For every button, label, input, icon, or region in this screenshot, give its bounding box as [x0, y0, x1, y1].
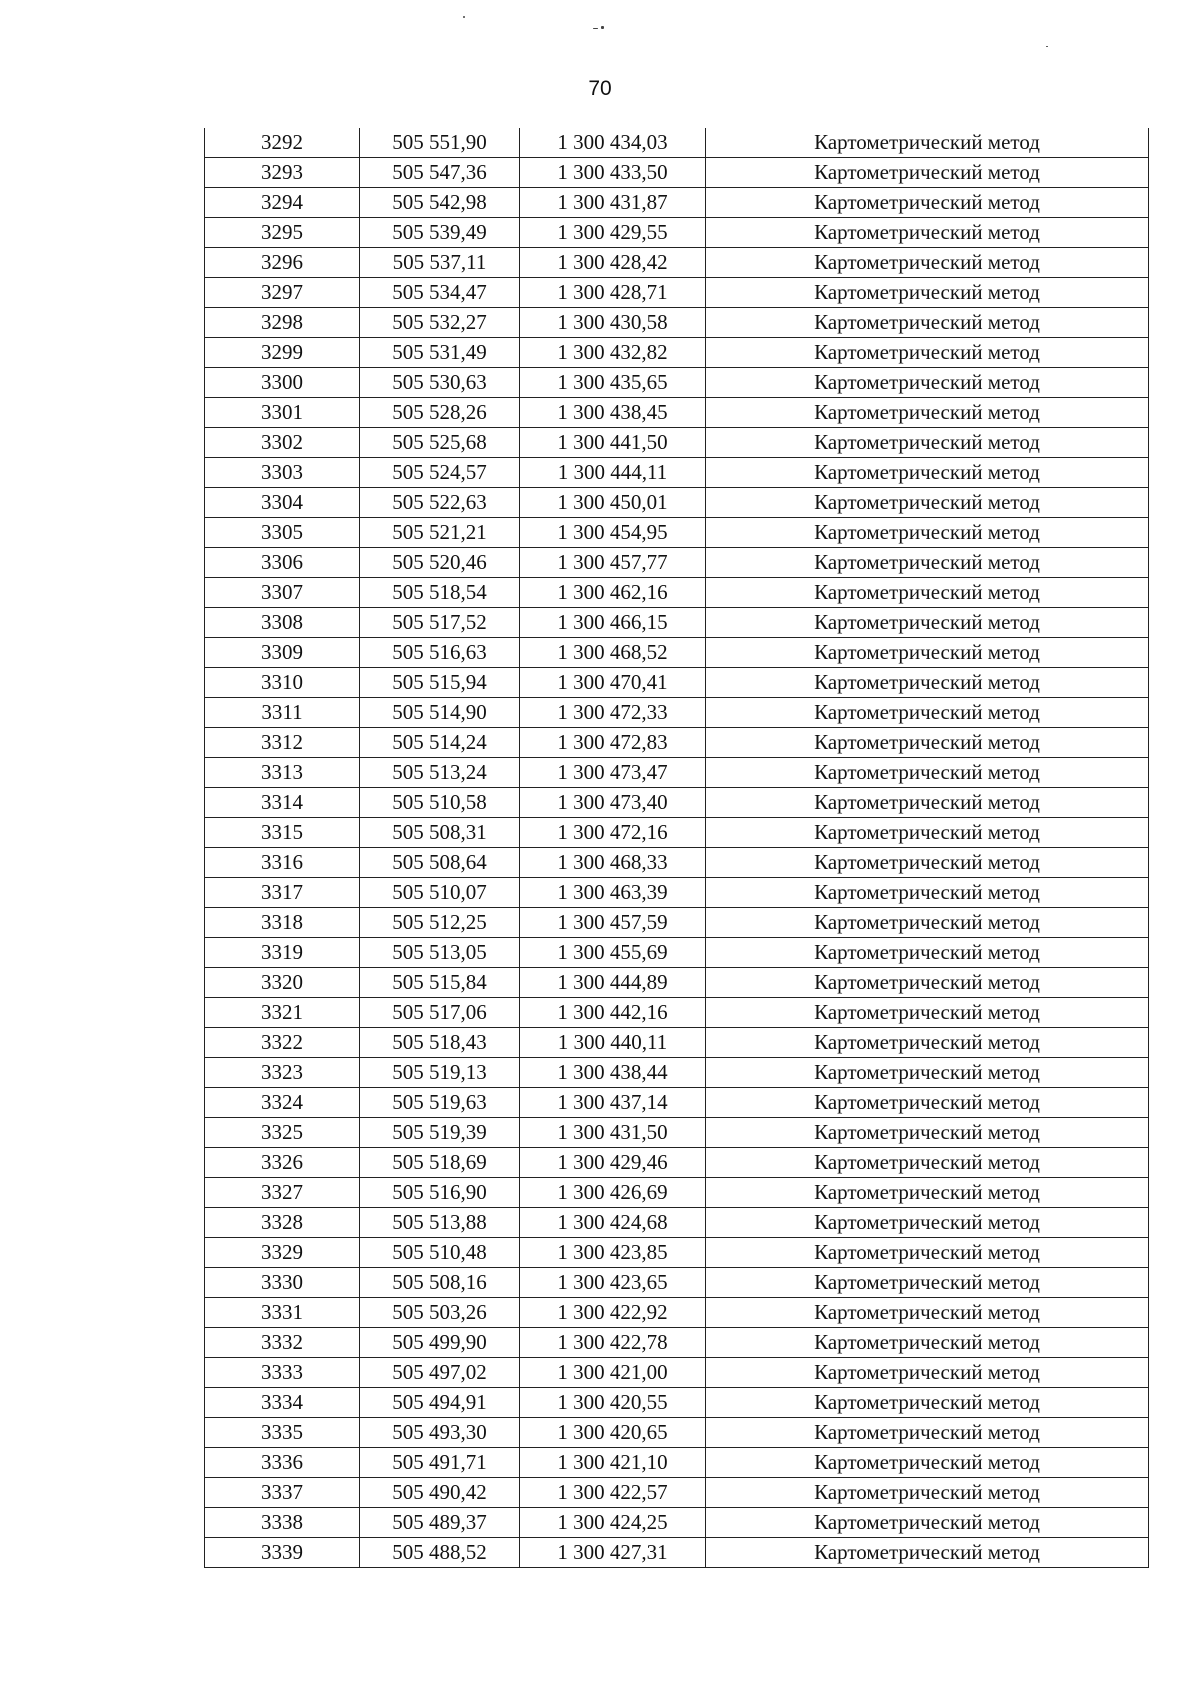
method-cell: Картометрический метод	[706, 398, 1149, 428]
y-coordinate-cell: 1 300 457,77	[520, 548, 706, 578]
y-coordinate-cell: 1 300 470,41	[520, 668, 706, 698]
table-row	[205, 1328, 1149, 1358]
y-coordinate-cell: 1 300 432,82	[520, 338, 706, 368]
y-coordinate-cell: 1 300 422,57	[520, 1478, 706, 1508]
y-coordinate-cell: 1 300 444,11	[520, 458, 706, 488]
table-row	[205, 1418, 1149, 1448]
point-number-cell: 3315	[205, 818, 360, 848]
method-cell: Картометрический метод	[706, 1508, 1149, 1538]
table-row	[205, 848, 1149, 878]
x-coordinate-cell: 505 519,63	[360, 1088, 520, 1118]
method-cell: Картометрический метод	[706, 1478, 1149, 1508]
scan-speck	[463, 16, 465, 18]
x-coordinate-cell: 505 531,49	[360, 338, 520, 368]
method-cell: Картометрический метод	[706, 1298, 1149, 1328]
y-coordinate-cell: 1 300 421,10	[520, 1448, 706, 1478]
x-coordinate-cell: 505 510,07	[360, 878, 520, 908]
method-cell: Картометрический метод	[706, 878, 1149, 908]
y-coordinate-cell: 1 300 423,65	[520, 1268, 706, 1298]
y-coordinate-cell: 1 300 430,58	[520, 308, 706, 338]
point-number-cell: 3334	[205, 1388, 360, 1418]
x-coordinate-cell: 505 520,46	[360, 548, 520, 578]
x-coordinate-cell: 505 534,47	[360, 278, 520, 308]
x-coordinate-cell: 505 519,39	[360, 1118, 520, 1148]
y-coordinate-cell: 1 300 423,85	[520, 1238, 706, 1268]
table-row	[205, 908, 1149, 938]
y-coordinate-cell: 1 300 424,25	[520, 1508, 706, 1538]
table-row	[205, 668, 1149, 698]
point-number-cell: 3295	[205, 218, 360, 248]
point-number-cell: 3325	[205, 1118, 360, 1148]
method-cell: Картометрический метод	[706, 1448, 1149, 1478]
coordinates-table	[204, 128, 1149, 1568]
method-cell: Картометрический метод	[706, 368, 1149, 398]
method-cell: Картометрический метод	[706, 818, 1149, 848]
coordinates-table-body	[205, 128, 1149, 1568]
table-row	[205, 578, 1149, 608]
y-coordinate-cell: 1 300 421,00	[520, 1358, 706, 1388]
table-row	[205, 1508, 1149, 1538]
table-row	[205, 968, 1149, 998]
x-coordinate-cell: 505 494,91	[360, 1388, 520, 1418]
y-coordinate-cell: 1 300 472,16	[520, 818, 706, 848]
point-number-cell: 3301	[205, 398, 360, 428]
x-coordinate-cell: 505 530,63	[360, 368, 520, 398]
x-coordinate-cell: 505 518,54	[360, 578, 520, 608]
x-coordinate-cell: 505 539,49	[360, 218, 520, 248]
y-coordinate-cell: 1 300 420,55	[520, 1388, 706, 1418]
method-cell: Картометрический метод	[706, 518, 1149, 548]
x-coordinate-cell: 505 525,68	[360, 428, 520, 458]
method-cell: Картометрический метод	[706, 1058, 1149, 1088]
y-coordinate-cell: 1 300 429,46	[520, 1148, 706, 1178]
table-row	[205, 1148, 1149, 1178]
x-coordinate-cell: 505 519,13	[360, 1058, 520, 1088]
point-number-cell: 3296	[205, 248, 360, 278]
point-number-cell: 3302	[205, 428, 360, 458]
y-coordinate-cell: 1 300 438,44	[520, 1058, 706, 1088]
x-coordinate-cell: 505 514,90	[360, 698, 520, 728]
table-row	[205, 728, 1149, 758]
x-coordinate-cell: 505 493,30	[360, 1418, 520, 1448]
point-number-cell: 3312	[205, 728, 360, 758]
table-row	[205, 1448, 1149, 1478]
table-row	[205, 1478, 1149, 1508]
table-row	[205, 1028, 1149, 1058]
y-coordinate-cell: 1 300 454,95	[520, 518, 706, 548]
method-cell: Картометрический метод	[706, 788, 1149, 818]
point-number-cell: 3337	[205, 1478, 360, 1508]
table-row	[205, 1208, 1149, 1238]
method-cell: Картометрический метод	[706, 698, 1149, 728]
method-cell: Картометрический метод	[706, 1028, 1149, 1058]
point-number-cell: 3330	[205, 1268, 360, 1298]
point-number-cell: 3320	[205, 968, 360, 998]
x-coordinate-cell: 505 517,52	[360, 608, 520, 638]
table-row	[205, 1058, 1149, 1088]
method-cell: Картометрический метод	[706, 1118, 1149, 1148]
point-number-cell: 3322	[205, 1028, 360, 1058]
y-coordinate-cell: 1 300 420,65	[520, 1418, 706, 1448]
point-number-cell: 3328	[205, 1208, 360, 1238]
table-row	[205, 998, 1149, 1028]
x-coordinate-cell: 505 512,25	[360, 908, 520, 938]
scan-speck	[1046, 46, 1048, 47]
table-row	[205, 1358, 1149, 1388]
table-row	[205, 1538, 1149, 1568]
y-coordinate-cell: 1 300 468,33	[520, 848, 706, 878]
x-coordinate-cell: 505 516,63	[360, 638, 520, 668]
point-number-cell: 3317	[205, 878, 360, 908]
point-number-cell: 3292	[205, 128, 360, 158]
x-coordinate-cell: 505 508,64	[360, 848, 520, 878]
table-row	[205, 398, 1149, 428]
y-coordinate-cell: 1 300 450,01	[520, 488, 706, 518]
y-coordinate-cell: 1 300 441,50	[520, 428, 706, 458]
x-coordinate-cell: 505 508,16	[360, 1268, 520, 1298]
y-coordinate-cell: 1 300 462,16	[520, 578, 706, 608]
table-row	[205, 218, 1149, 248]
x-coordinate-cell: 505 514,24	[360, 728, 520, 758]
table-row	[205, 128, 1149, 158]
point-number-cell: 3314	[205, 788, 360, 818]
x-coordinate-cell: 505 515,94	[360, 668, 520, 698]
method-cell: Картометрический метод	[706, 1418, 1149, 1448]
point-number-cell: 3308	[205, 608, 360, 638]
y-coordinate-cell: 1 300 435,65	[520, 368, 706, 398]
x-coordinate-cell: 505 488,52	[360, 1538, 520, 1568]
table-row	[205, 1118, 1149, 1148]
point-number-cell: 3299	[205, 338, 360, 368]
point-number-cell: 3297	[205, 278, 360, 308]
page-number: 70	[588, 77, 612, 100]
y-coordinate-cell: 1 300 431,50	[520, 1118, 706, 1148]
x-coordinate-cell: 505 551,90	[360, 128, 520, 158]
method-cell: Картометрический метод	[706, 1358, 1149, 1388]
y-coordinate-cell: 1 300 429,55	[520, 218, 706, 248]
point-number-cell: 3336	[205, 1448, 360, 1478]
method-cell: Картометрический метод	[706, 1388, 1149, 1418]
y-coordinate-cell: 1 300 473,47	[520, 758, 706, 788]
x-coordinate-cell: 505 508,31	[360, 818, 520, 848]
table-row	[205, 1298, 1149, 1328]
x-coordinate-cell: 505 542,98	[360, 188, 520, 218]
table-row	[205, 1238, 1149, 1268]
method-cell: Картометрический метод	[706, 128, 1149, 158]
point-number-cell: 3310	[205, 668, 360, 698]
x-coordinate-cell: 505 497,02	[360, 1358, 520, 1388]
y-coordinate-cell: 1 300 466,15	[520, 608, 706, 638]
method-cell: Картометрический метод	[706, 1148, 1149, 1178]
table-row	[205, 818, 1149, 848]
point-number-cell: 3293	[205, 158, 360, 188]
table-row	[205, 1178, 1149, 1208]
y-coordinate-cell: 1 300 472,83	[520, 728, 706, 758]
y-coordinate-cell: 1 300 431,87	[520, 188, 706, 218]
method-cell: Картометрический метод	[706, 848, 1149, 878]
table-row	[205, 638, 1149, 668]
method-cell: Картометрический метод	[706, 998, 1149, 1028]
method-cell: Картометрический метод	[706, 578, 1149, 608]
y-coordinate-cell: 1 300 426,69	[520, 1178, 706, 1208]
method-cell: Картометрический метод	[706, 458, 1149, 488]
x-coordinate-cell: 505 510,58	[360, 788, 520, 818]
point-number-cell: 3316	[205, 848, 360, 878]
point-number-cell: 3303	[205, 458, 360, 488]
table-row	[205, 368, 1149, 398]
method-cell: Картометрический метод	[706, 608, 1149, 638]
method-cell: Картометрический метод	[706, 428, 1149, 458]
table-row	[205, 428, 1149, 458]
point-number-cell: 3335	[205, 1418, 360, 1448]
method-cell: Картометрический метод	[706, 188, 1149, 218]
y-coordinate-cell: 1 300 455,69	[520, 938, 706, 968]
y-coordinate-cell: 1 300 434,03	[520, 128, 706, 158]
point-number-cell: 3321	[205, 998, 360, 1028]
method-cell: Картометрический метод	[706, 668, 1149, 698]
x-coordinate-cell: 505 515,84	[360, 968, 520, 998]
table-row	[205, 938, 1149, 968]
table-row	[205, 248, 1149, 278]
method-cell: Картометрический метод	[706, 218, 1149, 248]
method-cell: Картометрический метод	[706, 728, 1149, 758]
table-row	[205, 278, 1149, 308]
y-coordinate-cell: 1 300 428,42	[520, 248, 706, 278]
point-number-cell: 3306	[205, 548, 360, 578]
x-coordinate-cell: 505 489,37	[360, 1508, 520, 1538]
table-row	[205, 1088, 1149, 1118]
method-cell: Картометрический метод	[706, 308, 1149, 338]
table-row	[205, 1388, 1149, 1418]
table-row	[205, 188, 1149, 218]
table-row	[205, 488, 1149, 518]
x-coordinate-cell: 505 510,48	[360, 1238, 520, 1268]
method-cell: Картометрический метод	[706, 638, 1149, 668]
x-coordinate-cell: 505 524,57	[360, 458, 520, 488]
method-cell: Картометрический метод	[706, 758, 1149, 788]
x-coordinate-cell: 505 547,36	[360, 158, 520, 188]
scan-speck	[601, 26, 604, 29]
y-coordinate-cell: 1 300 427,31	[520, 1538, 706, 1568]
method-cell: Картометрический метод	[706, 1328, 1149, 1358]
table-row	[205, 1268, 1149, 1298]
point-number-cell: 3304	[205, 488, 360, 518]
point-number-cell: 3333	[205, 1358, 360, 1388]
point-number-cell: 3311	[205, 698, 360, 728]
method-cell: Картометрический метод	[706, 1178, 1149, 1208]
table-row	[205, 788, 1149, 818]
method-cell: Картометрический метод	[706, 158, 1149, 188]
table-row	[205, 698, 1149, 728]
x-coordinate-cell: 505 513,05	[360, 938, 520, 968]
point-number-cell: 3331	[205, 1298, 360, 1328]
y-coordinate-cell: 1 300 444,89	[520, 968, 706, 998]
point-number-cell: 3338	[205, 1508, 360, 1538]
table-row	[205, 308, 1149, 338]
x-coordinate-cell: 505 491,71	[360, 1448, 520, 1478]
x-coordinate-cell: 505 521,21	[360, 518, 520, 548]
method-cell: Картометрический метод	[706, 1268, 1149, 1298]
y-coordinate-cell: 1 300 438,45	[520, 398, 706, 428]
y-coordinate-cell: 1 300 422,92	[520, 1298, 706, 1328]
point-number-cell: 3323	[205, 1058, 360, 1088]
method-cell: Картометрический метод	[706, 1538, 1149, 1568]
y-coordinate-cell: 1 300 473,40	[520, 788, 706, 818]
table-row	[205, 458, 1149, 488]
table-row	[205, 158, 1149, 188]
table-row	[205, 548, 1149, 578]
x-coordinate-cell: 505 537,11	[360, 248, 520, 278]
point-number-cell: 3327	[205, 1178, 360, 1208]
method-cell: Картометрический метод	[706, 278, 1149, 308]
point-number-cell: 3298	[205, 308, 360, 338]
method-cell: Картометрический метод	[706, 248, 1149, 278]
method-cell: Картометрический метод	[706, 1238, 1149, 1268]
x-coordinate-cell: 505 528,26	[360, 398, 520, 428]
table-row	[205, 608, 1149, 638]
point-number-cell: 3319	[205, 938, 360, 968]
table-row	[205, 758, 1149, 788]
x-coordinate-cell: 505 518,69	[360, 1148, 520, 1178]
y-coordinate-cell: 1 300 440,11	[520, 1028, 706, 1058]
y-coordinate-cell: 1 300 442,16	[520, 998, 706, 1028]
method-cell: Картометрический метод	[706, 908, 1149, 938]
point-number-cell: 3318	[205, 908, 360, 938]
y-coordinate-cell: 1 300 422,78	[520, 1328, 706, 1358]
y-coordinate-cell: 1 300 468,52	[520, 638, 706, 668]
y-coordinate-cell: 1 300 424,68	[520, 1208, 706, 1238]
method-cell: Картометрический метод	[706, 1208, 1149, 1238]
x-coordinate-cell: 505 503,26	[360, 1298, 520, 1328]
x-coordinate-cell: 505 499,90	[360, 1328, 520, 1358]
y-coordinate-cell: 1 300 463,39	[520, 878, 706, 908]
table-row	[205, 338, 1149, 368]
table-row	[205, 518, 1149, 548]
point-number-cell: 3305	[205, 518, 360, 548]
method-cell: Картометрический метод	[706, 548, 1149, 578]
method-cell: Картометрический метод	[706, 968, 1149, 998]
point-number-cell: 3329	[205, 1238, 360, 1268]
point-number-cell: 3339	[205, 1538, 360, 1568]
x-coordinate-cell: 505 532,27	[360, 308, 520, 338]
method-cell: Картометрический метод	[706, 338, 1149, 368]
x-coordinate-cell: 505 518,43	[360, 1028, 520, 1058]
y-coordinate-cell: 1 300 433,50	[520, 158, 706, 188]
method-cell: Картометрический метод	[706, 938, 1149, 968]
x-coordinate-cell: 505 522,63	[360, 488, 520, 518]
y-coordinate-cell: 1 300 437,14	[520, 1088, 706, 1118]
point-number-cell: 3300	[205, 368, 360, 398]
scan-speck	[593, 28, 598, 29]
y-coordinate-cell: 1 300 457,59	[520, 908, 706, 938]
point-number-cell: 3294	[205, 188, 360, 218]
y-coordinate-cell: 1 300 472,33	[520, 698, 706, 728]
point-number-cell: 3324	[205, 1088, 360, 1118]
x-coordinate-cell: 505 516,90	[360, 1178, 520, 1208]
x-coordinate-cell: 505 513,24	[360, 758, 520, 788]
point-number-cell: 3332	[205, 1328, 360, 1358]
method-cell: Картометрический метод	[706, 1088, 1149, 1118]
point-number-cell: 3307	[205, 578, 360, 608]
x-coordinate-cell: 505 490,42	[360, 1478, 520, 1508]
x-coordinate-cell: 505 513,88	[360, 1208, 520, 1238]
table-row	[205, 878, 1149, 908]
method-cell: Картометрический метод	[706, 488, 1149, 518]
point-number-cell: 3313	[205, 758, 360, 788]
x-coordinate-cell: 505 517,06	[360, 998, 520, 1028]
y-coordinate-cell: 1 300 428,71	[520, 278, 706, 308]
point-number-cell: 3309	[205, 638, 360, 668]
point-number-cell: 3326	[205, 1148, 360, 1178]
